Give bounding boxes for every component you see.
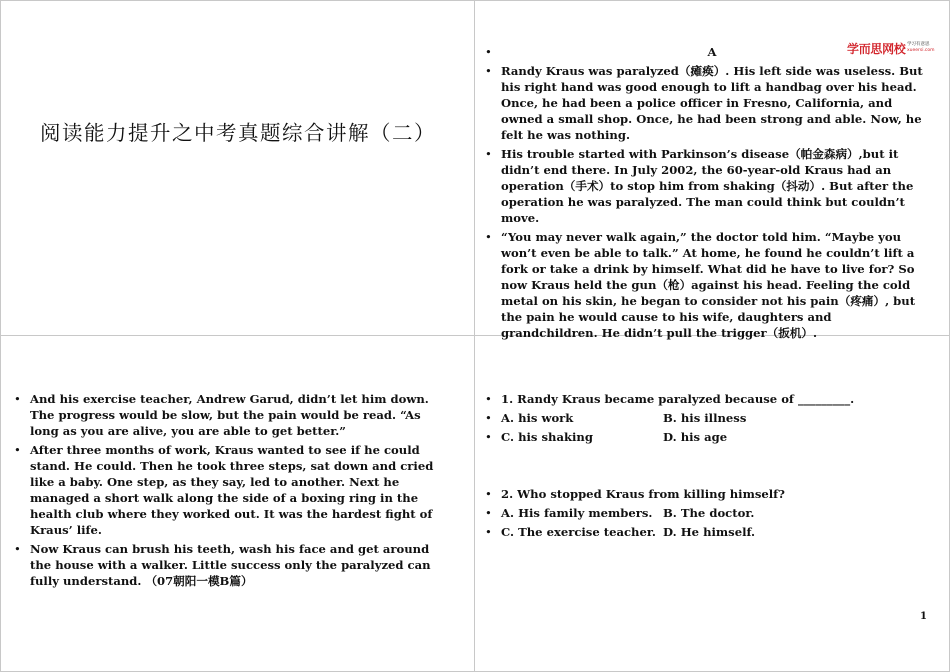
bullet-icon: • [14, 542, 21, 556]
logo-tagline: 学习有意思 [907, 42, 930, 47]
option-c: C. his shaking [501, 430, 593, 445]
bullet-icon: • [485, 45, 492, 59]
passage-part2 [12, 391, 452, 592]
passage-part1 [483, 44, 923, 344]
option-row [483, 505, 923, 521]
bullet-icon: • [485, 525, 492, 540]
list-item [12, 442, 452, 538]
option-row [483, 410, 923, 426]
list-item [483, 146, 923, 226]
bullet-icon: • [14, 443, 21, 457]
bullet-icon: • [485, 430, 492, 445]
option-row [483, 429, 923, 445]
bullet-icon: • [485, 506, 492, 521]
bullet-icon: • [485, 487, 492, 501]
list-item [12, 391, 452, 439]
option-b: B. The doctor. [663, 506, 755, 521]
paragraph-text: His trouble started with Parkinson’s disease（帕金森病）,but it didn’t end there. In July 2002, the 60-year-old Kraus had an operation（手术）to stop him from shaking（抖动）. But after the operation he was paralyzed. The man could think but couldn’t move. [501, 147, 914, 225]
option-a: A. his work [501, 411, 574, 426]
question-text: • 1. Randy Kraus became paralyzed because of _________. [485, 392, 855, 406]
logo-main-text: 学而思网校 [847, 42, 906, 56]
logo-url: xueersi.com [907, 48, 935, 53]
page-number: 1 [920, 611, 927, 622]
option-a: A. His family members. [501, 506, 653, 521]
option-c: C. The exercise teacher. [501, 525, 656, 540]
question-2 [483, 486, 923, 544]
bullet-icon: • [485, 230, 492, 244]
bullet-icon: • [485, 392, 492, 406]
paragraph-text: After three months of work, Kraus wanted to see if he could stand. He could. Then he took three steps, sat down and cried like a baby. One step, as they say, led to another. Next he managed a short walk along the side of a boxing ring in the health club where they worked out. It was the hardest fight of Kraus’ life. [30, 443, 434, 537]
option-d: D. his age [663, 430, 728, 445]
question-1 [483, 391, 923, 449]
passage-letter: A [707, 45, 717, 59]
option-row [483, 524, 923, 540]
list-item [12, 541, 452, 589]
list-item [483, 229, 923, 341]
slide-title: 阅读能力提升之中考真题综合讲解（二） [40, 121, 436, 145]
list-item [483, 63, 923, 143]
paragraph-text: And his exercise teacher, Andrew Garud, didn’t let him down. The progress would be slow, but the pain would be read. “As long as you are alive, you are able to get better.” [30, 392, 429, 438]
vertical-divider [474, 0, 475, 672]
bullet-icon: • [14, 392, 21, 406]
paragraph-text: “You may never walk again,” the doctor told him. “Maybe you won’t even be able to talk.” At home, he found he couldn’t lift a fork or take a drink by himself. What did he have to live for? So now Kraus held the gun（枪）against his head. Feeling the cold metal on his skin, he began to consider not his pain（疼痛）, but the pain he would cause to his wife, daughters and grandchildren. He didn’t pull the trigger（扳机）. [501, 230, 916, 340]
option-b: B. his illness [663, 411, 747, 426]
option-d: D. He himself. [663, 525, 756, 540]
bullet-icon: • [485, 411, 492, 426]
question-text: • 2. Who stopped Kraus from killing himself? [485, 487, 785, 501]
list-item [483, 44, 923, 60]
bullet-icon: • [485, 147, 492, 161]
bullet-icon: • [485, 64, 492, 78]
paragraph-text: Randy Kraus was paralyzed（瘫痪）. His left side was useless. But his right hand was good enough to lift a handbag over his head. Once, he had been a police officer in Fresno, California, and owned a small shop. Once, he had been strong and able. Now, he felt he was nothing. [501, 64, 923, 142]
paragraph-text: Now Kraus can brush his teeth, wash his face and get around the house with a walker. Little success only the paralyzed can fully understand. （07朝阳一模B篇） [30, 542, 431, 588]
